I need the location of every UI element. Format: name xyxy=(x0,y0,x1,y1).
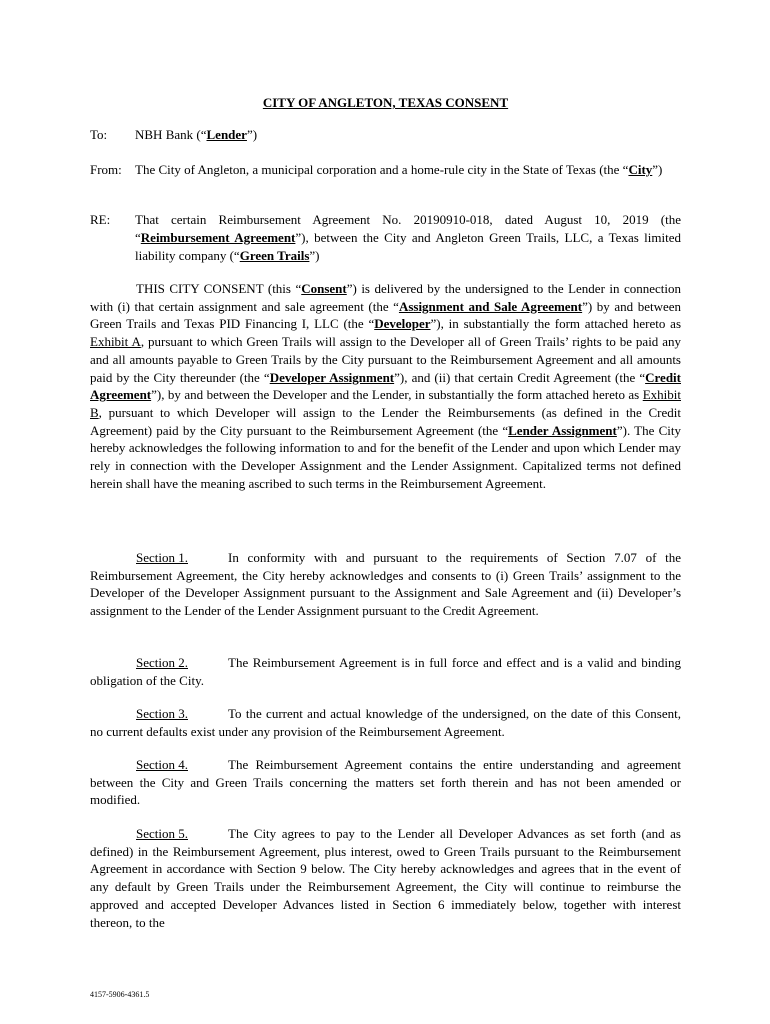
defined-term-city: City xyxy=(628,162,653,177)
section-3 xyxy=(90,705,681,740)
intro-text: THIS CITY CONSENT (this “ xyxy=(136,281,302,296)
defined-term-consent: Consent xyxy=(301,281,347,296)
re-label: RE: xyxy=(90,212,111,227)
section-4-text: The Reimbursement Agreement contains the entire understanding and agreement between the City and Green Trails concerning the matters set forth therein and has not been amended or modified. xyxy=(90,757,681,808)
section-1-text: In conformity with and pursuant to the requirements of Section 7.07 of the Reimbursement Agreement, the City hereby acknowledges and consents to (i) Green Trails’ assignment to the Developer of the Developer Assignment pursuant to the Assignment and Sale Agreement and (ii) Developer’s assignment to the Lender of the Lender Assignment pursuant to the Credit Agreement. xyxy=(90,550,681,619)
defined-term-developer-assignment: Developer Assignment xyxy=(269,369,395,385)
intro-text: , pursuant to which Developer will assign to the Lender the Reimbursements (as defined in the Credit Agreement) paid by the City pursuant to the Reimbursement Agreement (the “ xyxy=(90,404,681,438)
intro-text: ”), and (ii) that certain Credit Agreement (the “ xyxy=(394,369,646,385)
from-line xyxy=(90,161,681,179)
re-text xyxy=(135,211,681,265)
defined-term-reimbursement-agreement: Reimbursement Agreement xyxy=(140,230,296,245)
section-1 xyxy=(90,549,681,620)
intro-text: ”), by and between the Developer and the Lender, in substantially the form attached hereto as xyxy=(151,387,643,403)
to-text-a: NBH Bank (“ xyxy=(135,127,207,142)
intro-paragraph xyxy=(90,280,681,492)
section-2-heading: Section 2. xyxy=(136,655,188,670)
re-text-c: ”), between the City and Angleton Green Trails, LLC, a Texas limited liability company (“ xyxy=(135,230,681,263)
document-footer-id: 4157-5906-4361.5 xyxy=(90,990,150,999)
intro-text: , pursuant to which Green Trails will assign to the Developer all of Green Trails’ rights to be paid any and all amounts payable to Green Trails by the City pursuant to the Reimbursement Agreement and all amounts paid by the City thereunder (the “ xyxy=(90,334,681,385)
section-1-heading: Section 1. xyxy=(136,550,188,565)
to-line xyxy=(90,126,681,144)
from-text-a: The City of Angleton, a municipal corporation and a home-rule city in the State of Texas (the “ xyxy=(135,162,629,177)
section-5 xyxy=(90,825,681,931)
from-label: From: xyxy=(90,162,122,177)
section-3-text: To the current and actual knowledge of the undersigned, on the date of this Consent, no current defaults exist under any provision of the Reimbursement Agreement. xyxy=(90,706,681,739)
to-label: To: xyxy=(90,127,108,142)
from-text xyxy=(135,161,681,179)
section-2 xyxy=(90,654,681,689)
section-5-text: The City agrees to pay to the Lender all Developer Advances as set forth (and as defined) in the Reimbursement Agreement, plus interest, owed to Green Trails pursuant to the Reimbursement Agreement in accordance with Section 9 below. The City hereby acknowledges and agrees that in the event of any default by Green Trails under the Reimbursement Agreement, the City will continue to reimburse the approved and accepted Developer Advances listed in Section 6 immediately below, together with interest thereon, to the xyxy=(90,826,681,930)
intro-text: ”). The City hereby acknowledges the following information to and for the benefit of the Lender and upon which Lender may rely in connection with the Developer Assignment and the Lender Assignment. Capitalized terms not defined herein shall have the meaning ascribed to such terms in the Reimbursement Agreement. xyxy=(90,422,681,491)
intro-text: ”) by and between Green Trails and Texas PID Financing I, LLC (the “ xyxy=(90,298,682,332)
section-4 xyxy=(90,756,681,809)
intro-text: ”), in substantially the form attached hereto as xyxy=(430,316,681,332)
section-5-heading: Section 5. xyxy=(136,826,188,841)
from-text-c: ”) xyxy=(652,162,663,177)
re-text-a: That certain Reimbursement Agreement No. 20190910-018, dated August 10, 2019 (the “ xyxy=(135,212,681,245)
defined-term-green-trails: Green Trails xyxy=(239,248,310,263)
section-3-heading: Section 3. xyxy=(136,706,188,721)
exhibit-b-reference: Exhibit B xyxy=(90,387,681,420)
defined-term-assignment-and-sale-agreement: Assignment and Sale Agreement xyxy=(398,298,583,314)
defined-term-lender-assignment: Lender Assignment xyxy=(508,422,617,438)
intro-text: ”) is delivered by the undersigned to the Lender in connection with (i) that certain assignment and sale agreement (the “ xyxy=(90,281,681,314)
document-page xyxy=(90,0,681,1024)
defined-term-lender: Lender xyxy=(206,127,247,142)
re-line xyxy=(90,211,681,265)
defined-term-developer: Developer xyxy=(374,316,431,332)
section-2-text: The Reimbursement Agreement is in full force and effect and is a valid and binding obligation of the City. xyxy=(90,655,681,688)
section-4-heading: Section 4. xyxy=(136,757,188,772)
re-text-e: ”) xyxy=(309,248,320,263)
defined-term-credit-agreement: Credit Agreement xyxy=(90,369,681,403)
to-text-c: ”) xyxy=(246,127,258,142)
to-text xyxy=(135,126,681,144)
document-title: CITY OF ANGLETON, TEXAS CONSENT xyxy=(262,95,509,110)
exhibit-a-reference: Exhibit A xyxy=(90,334,141,350)
